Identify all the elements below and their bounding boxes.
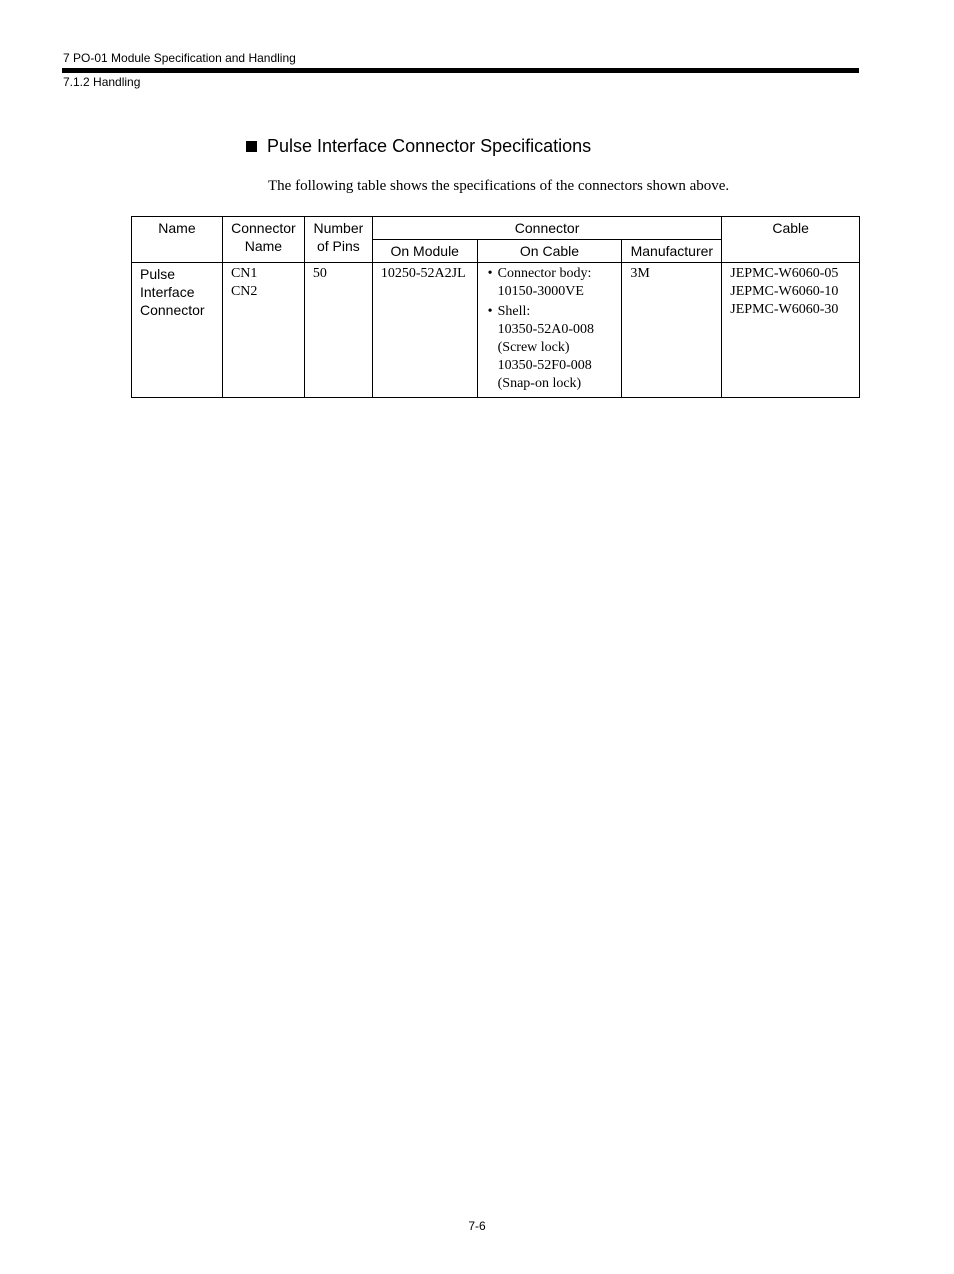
cell-on-module: 10250-52A2JL [372,263,477,398]
list-item: • Shell: 10350-52A0-008 (Screw lock) 10350-52F0-008 (Snap-on lock) [487,304,595,391]
section-heading [246,136,591,157]
connector-spec-table [131,216,860,398]
square-bullet-icon [246,141,257,152]
header-rule [62,68,859,73]
cell-connector-name: CN1 CN2 [222,263,304,398]
cell-manufacturer: 3M [622,263,722,398]
header-name: Name [132,217,223,263]
section-header: 7.1.2 Handling [63,75,141,89]
intro-paragraph: The following table shows the specifications of the connectors shown above. [268,178,730,194]
header-manufacturer: Manufacturer [622,240,722,263]
cell-name: Pulse Interface Connector [132,263,223,398]
cell-number-of-pins: 50 [304,263,372,398]
header-connector: Connector [372,217,721,240]
page-number: 7-6 [468,1219,486,1233]
header-connector-name: Connector Name [222,217,304,263]
header-cable: Cable [722,217,860,263]
cell-on-cable [477,263,622,398]
list-item: • Connector body: 10150-3000VE [487,266,592,299]
header-on-cable: On Cable [477,240,622,263]
chapter-header: 7 PO-01 Module Specification and Handling [63,51,296,65]
header-on-module: On Module [372,240,477,263]
header-number-of-pins: Number of Pins [304,217,372,263]
table-row [132,263,860,398]
cell-cable: JEPMC-W6060-05 JEPMC-W6060-10 JEPMC-W6060-30 [722,263,860,398]
section-heading-text: Pulse Interface Connector Specifications [267,136,592,156]
